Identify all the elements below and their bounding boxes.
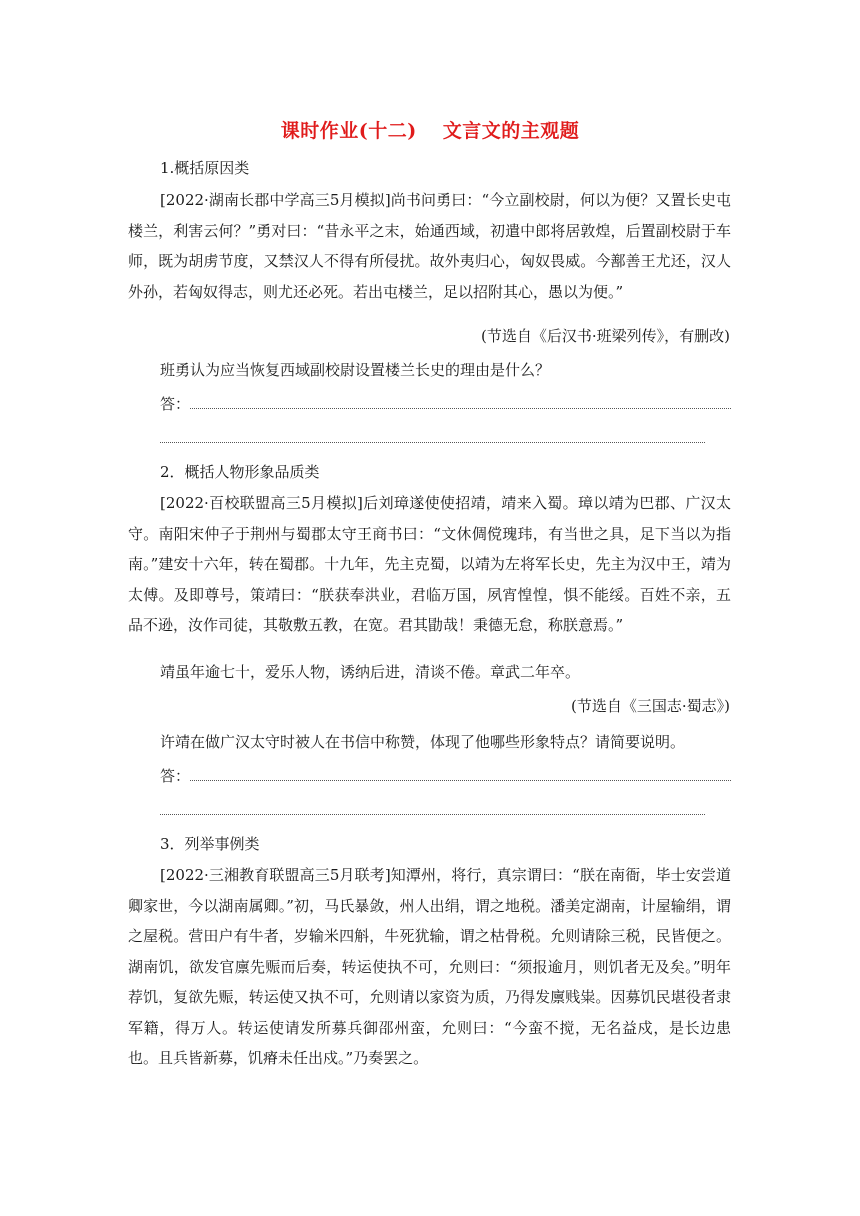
section-2-passage-continued: 靖虽年逾七十，爱乐人物，诱纳后进，清谈不倦。章武二年卒。: [160, 663, 581, 681]
section-1-answer-line-2[interactable]: [160, 442, 705, 443]
section-1-answer-line-1[interactable]: [190, 408, 731, 409]
section-3-heading: 3．列举事例类: [160, 835, 260, 853]
title-main: 课时作业(十二): [280, 120, 417, 142]
section-1-passage: [2022·湖南长郡中学高三5月模拟]尚书问勇曰：“今立副校尉，何以为便？又置长史屯楼兰，利害云何？”勇对曰：“昔永平之末，始通西域，初遣中郎将居敦煌，后置副校尉于车师，既为胡虏节度，又禁汉人不得有所侵扰。故外夷归心，匈奴畏威。今鄯善王尤还，汉人外孙，若匈奴得志，则尤还必死。若出屯楼兰，足以招附其心，愚以为便。”: [128, 191, 731, 301]
section-1-heading: 1.概括原因类: [160, 159, 250, 177]
page-title: [0, 116, 860, 143]
section-2-question: 许靖在做广汉太守时被人在书信中称赞，体现了他哪些形象特点？请简要说明。: [160, 733, 686, 751]
section-1-question: 班勇认为应当恢复西域副校尉设置楼兰长史的理由是什么？: [160, 361, 551, 379]
section-2-answer-line-1[interactable]: [190, 780, 731, 781]
section-3-passage: [2022·三湘教育联盟高三5月联考]知潭州，将行，真宗谓曰：“朕在南衙，毕士安尝道卿家世，今以湖南属卿。”初，马氏暴敛，州人出绢，谓之地税。潘美定湖南，计屋输绢，谓之屋税。营田户有牛者，岁输米四斛，牛死犹输，谓之枯骨税。允则请除三税，民皆便之。湖南饥，欲发官廪先赈而后奏，转运使执不可，允则曰：“须报逾月，则饥者无及矣。”明年荐饥，复欲先赈，转运使又执不可，允则请以家资为质，乃得发廪贱粜。因募饥民堪役者隶军籍，得万人。转运使请发所募兵御邵州蛮，允则曰：“今蛮不搅，无名益戍，是长边患也。且兵皆新募，饥瘠未任出戍。”乃奏罢之。: [128, 866, 731, 1067]
section-2-answer-label: 答：: [160, 767, 191, 785]
section-1-source: (节选自《后汉书·班梁列传》，有删改): [481, 327, 730, 345]
section-2-passage: [2022·百校联盟高三5月模拟]后刘璋遂使使招靖，靖来入蜀。璋以靖为巴郡、广汉太守。南阳宋仲子于荆州与蜀郡太守王商书曰：“文休倜傥瑰玮，有当世之具，足下当以为指南。”建安十六年，转在蜀郡。十九年，先主克蜀，以靖为左将军长史，先主为汉中王，靖为太傅。及即尊号，策靖曰：“朕获奉洪业，君临万国，夙宵惶惶，惧不能绥。百姓不亲，五品不逊，汝作司徒，其敬敷五教，在宽。君其勖哉！秉德无怠，称朕意焉。”: [128, 494, 731, 634]
section-2-answer-line-2[interactable]: [160, 814, 705, 815]
section-1-answer-label: 答：: [160, 395, 191, 413]
section-2-heading: 2．概括人物形象品质类: [160, 463, 320, 481]
section-2-source: (节选自《三国志·蜀志》): [571, 697, 730, 715]
title-sub: 文言文的主观题: [442, 120, 580, 142]
